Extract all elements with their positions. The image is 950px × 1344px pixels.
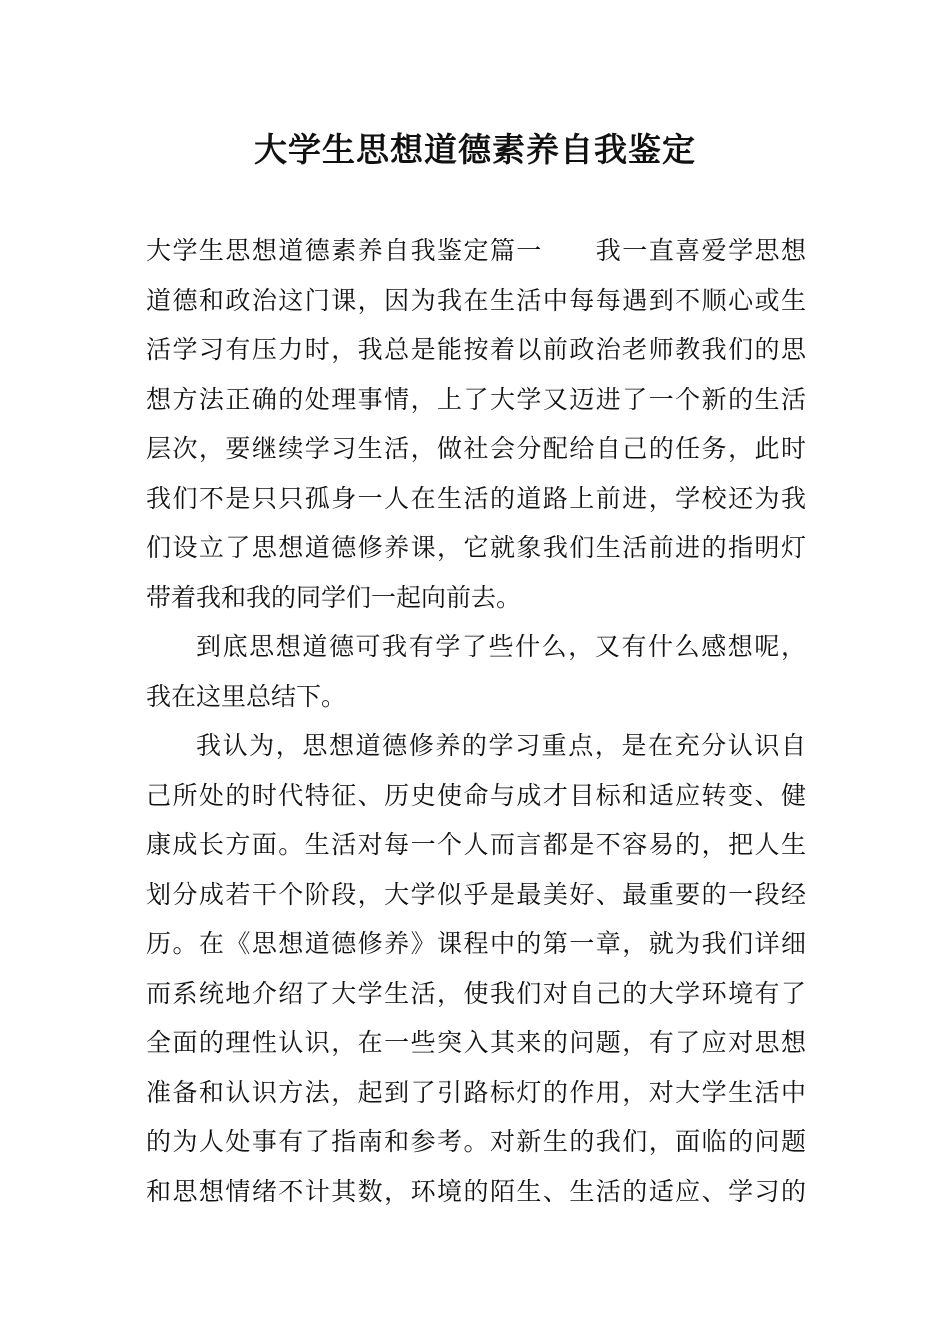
text-line: 的为人处事有了指南和参考。对新生的我们，面临的问题 <box>146 1127 806 1156</box>
paragraph-1 <box>146 226 806 622</box>
text-line: 和思想情绪不计其数，环境的陌生、生活的适应、学习的 <box>146 1176 806 1206</box>
text-line: 活学习有压力时，我总是能按着以前政治老师教我们的思 <box>146 335 806 364</box>
text-line: 全面的理性认识，在一些突入其来的问题，有了应对思想 <box>146 1028 806 1057</box>
text-line: 我在这里总结下。 <box>146 681 347 711</box>
text-line: 己所处的时代特征、历史使命与成才目标和适应转变、健 <box>146 780 806 810</box>
document-title: 大学生思想道德素养自我鉴定 <box>254 130 696 169</box>
text-line: 到底思想道德可我有学了些什么，又有什么感想呢， <box>196 632 806 661</box>
text-line: 层次，要继续学习生活，做社会分配给自己的任务，此时 <box>146 434 806 463</box>
text-line: 大学生思想道德素养自我鉴定篇一 我一直喜爱学思想 <box>146 236 806 265</box>
text-line: 们设立了思想道德修养课，它就象我们生活前进的指明灯 <box>146 533 806 562</box>
paragraph-3 <box>146 721 806 1216</box>
text-line: 历。在《思想道德修养》课程中的第一章，就为我们详细 <box>146 929 806 958</box>
text-line: 道德和政治这门课，因为我在生活中每每遇到不顺心或生 <box>146 285 806 315</box>
text-line: 带着我和我的同学们一起向前去。 <box>146 582 522 612</box>
document-body <box>146 226 806 1216</box>
text-line: 我们不是只只孤身一人在生活的道路上前进，学校还为我 <box>146 483 806 513</box>
text-line: 康成长方面。生活对每一个人而言都是不容易的，把人生 <box>146 830 806 859</box>
text-line: 我认为，思想道德修养的学习重点，是在充分认识自 <box>196 731 806 760</box>
text-line: 准备和认识方法，起到了引路标灯的作用，对大学生活中 <box>146 1077 806 1107</box>
text-line: 划分成若干个阶段，大学似乎是最美好、最重要的一段经 <box>146 879 806 909</box>
text-line: 想方法正确的处理事情，上了大学又迈进了一个新的生活 <box>146 384 806 414</box>
paragraph-2 <box>146 622 806 721</box>
text-line: 而系统地介绍了大学生活，使我们对自己的大学环境有了 <box>146 978 806 1008</box>
